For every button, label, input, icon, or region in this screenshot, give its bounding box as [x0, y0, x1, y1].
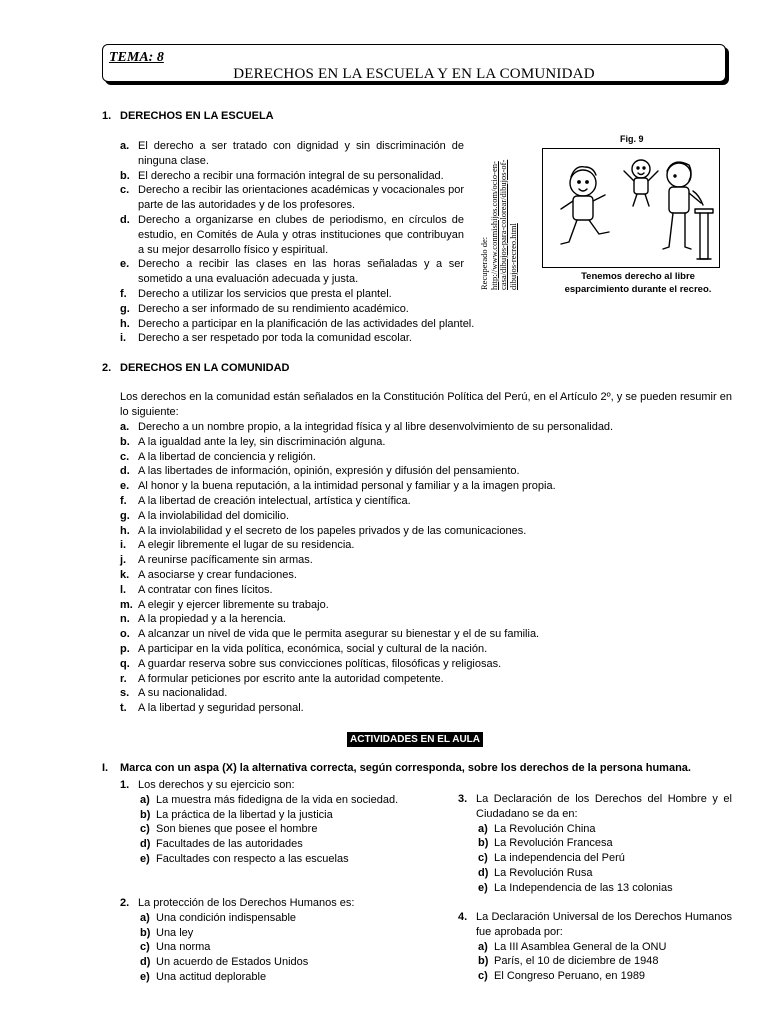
list-item: q. A guardar reserva sobre sus convicciones políticas, filosóficas y religiosas. — [120, 657, 502, 670]
answer-option[interactable]: d) La Revolución Rusa — [478, 866, 593, 879]
list-item: e. Al honor y la buena reputación, a la intimidad personal y familiar y a la imagen propia. — [120, 480, 556, 493]
list-item: s. A su nacionalidad. — [120, 687, 228, 700]
question-4: 4. La Declaración Universal de los Derechos Humanos fue aprobada por: a) La III Asamblea General de la ONU b) París, el 10 de diciembre de 1948 c) El Congreso Peruano, en 1989 — [458, 911, 732, 983]
list-item: d. A las libertades de información, opinión, expresión y difusión del pensamiento. — [120, 465, 520, 478]
answer-option[interactable]: a) La muestra más fidedigna de la vida en sociedad. — [140, 793, 399, 806]
section2-list — [120, 420, 732, 716]
answer-option[interactable]: b) Una ley — [140, 926, 194, 939]
answer-option[interactable]: e) Una actitud deplorable — [140, 970, 267, 983]
figure-label: Fig. 9 — [620, 134, 644, 144]
list-item: j. A reunirse pacíficamente sin armas. — [120, 554, 313, 567]
list-item: h. Derecho a participar en la planificación de las actividades del plantel. — [120, 317, 475, 330]
section2-intro: Los derechos en la comunidad están señalados en la Constitución Política del Perú, en el Artículo 2º, y se pueden resumir en lo siguiente: — [120, 391, 732, 418]
list-item: b. El derecho a recibir una formación integral de su personalidad. — [120, 169, 444, 182]
list-item: f. A la libertad de creación intelectual, artística y científica. — [120, 494, 411, 507]
list-item: l. A contratar con fines lícitos. — [120, 583, 273, 596]
answer-option[interactable]: d) Un acuerdo de Estados Unidos — [140, 956, 309, 969]
section2-title: DERECHOS EN LA COMUNIDAD — [120, 362, 290, 374]
answer-option[interactable]: c) La independencia del Perú — [478, 852, 625, 865]
question-3: 3. La Declaración de los Derechos del Hombre y el Ciudadano se da en: a) La Revolución China b) La Revolución Francesa c) La independencia del Perú d) La Revolución Rusa e) La Independencia de las 13 colonias — [458, 793, 732, 894]
section1-title: DERECHOS EN LA ESCUELA — [120, 110, 274, 122]
answer-option[interactable]: a) Una condición indispensable — [140, 911, 297, 924]
list-item: m. A elegir y ejercer libremente su trabajo. — [120, 598, 329, 611]
section2-heading — [102, 362, 290, 374]
list-item: g. A la inviolabilidad del domicilio. — [120, 509, 290, 522]
header-box — [102, 44, 726, 82]
list-item: a. El derecho a ser tratado con dignidad y sin discriminación de ninguna clase. — [120, 140, 464, 167]
answer-option[interactable]: d) Facultades de las autoridades — [140, 838, 303, 851]
answer-option[interactable]: e) La Independencia de las 13 colonias — [478, 881, 673, 894]
list-item: b. A la igualdad ante la ley, sin discriminación alguna. — [120, 435, 386, 448]
list-item: a. Derecho a un nombre propio, a la integridad física y al libre desenvolvimiento de su personalidad. — [120, 421, 614, 433]
question-1: 1. Los derechos y su ejercicio son: a) La muestra más fidedigna de la vida en sociedad. b) La práctica de la libertad y la justicia c) Son bienes que posee el hombre d) Facultades de las autoridades e) Facultades con respecto a las escuelas — [120, 778, 420, 867]
children-playing-illustration — [543, 149, 719, 267]
tema-label: TEMA: 8 — [109, 50, 164, 65]
question-2: 2. La protección de los Derechos Humanos es: a) Una condición indispensable b) Una ley c) Una norma d) Un acuerdo de Estados Unidos e) Una actitud deplorable — [120, 896, 420, 985]
answer-option[interactable]: b) La Revolución Francesa — [478, 837, 613, 850]
list-item: r. A formular peticiones por escrito ante la autoridad competente. — [120, 672, 444, 685]
list-item: n. A la propiedad y a la herencia. — [120, 613, 286, 626]
section1-list — [120, 139, 464, 287]
answer-option[interactable]: b) París, el 10 de diciembre de 1948 — [478, 955, 659, 968]
list-item: i. Derecho a ser respetado por toda la comunidad escolar. — [120, 332, 412, 345]
list-item: g. Derecho a ser informado de su rendimiento académico. — [120, 302, 409, 315]
list-item: e. Derecho a recibir las clases en las horas señaladas y a ser sometido a una evaluación adecuada y justa. — [120, 258, 464, 286]
figure-caption: Tenemos derecho al libre esparcimiento durante el recreo. — [564, 271, 712, 295]
answer-option[interactable]: a) La Revolución China — [478, 822, 596, 835]
section2-number: 2. — [102, 362, 112, 374]
image-source-note: Recuperado de: http://www.conmishijos.com/ocio-en-casa/dibujos-para-colorear/dibujos-of-dibujos-recreo.html — [480, 140, 540, 290]
list-item: p. A participar en la vida política, económica, social y cultural de la nación. — [120, 642, 488, 655]
page-title: DERECHOS EN LA ESCUELA Y EN LA COMUNIDAD — [233, 66, 595, 82]
answer-option[interactable]: c) Son bienes que posee el hombre — [140, 823, 318, 836]
answer-option[interactable]: b) La práctica de la libertad y la justicia — [140, 808, 333, 821]
answer-option[interactable]: e) Facultades con respecto a las escuelas — [140, 852, 349, 865]
figure-illustration — [542, 148, 720, 268]
list-item: t. A la libertad y seguridad personal. — [120, 702, 304, 715]
list-item: f. Derecho a utilizar los servicios que presta el plantel. — [120, 288, 392, 300]
list-item: c. A la libertad de conciencia y religión. — [120, 450, 316, 463]
section1-heading — [102, 110, 274, 122]
answer-option[interactable]: c) El Congreso Peruano, en 1989 — [478, 970, 646, 983]
list-item: h. A la inviolabilidad y el secreto de los papeles privados y de las comunicaciones. — [120, 524, 527, 537]
section1-list-continued — [120, 287, 540, 346]
source-link[interactable]: http://www.conmishijos.com/ocio-en-casa/dibujos-para-colorear/dibujos-of-dibujos-recreo.html — [488, 159, 518, 290]
answer-option[interactable]: a) La III Asamblea General de la ONU — [478, 940, 667, 953]
activities-instruction: I. Marca con un aspa (X) la alternativa correcta, según corresponda, sobre los derechos de la persona humana. — [102, 762, 691, 774]
activities-title: ACTIVIDADES EN EL AULA — [347, 732, 483, 747]
answer-option[interactable]: c) Una norma — [140, 941, 211, 954]
list-item: k. A asociarse y crear fundaciones. — [120, 568, 297, 581]
section1-number: 1. — [102, 110, 112, 122]
list-item: d. Derecho a organizarse en clubes de periodismo, en círculos de estudio, en Comités de Aula y otras instituciones que contribuyan a su mejor desarrollo físico y espiritual. — [120, 213, 464, 256]
list-item: o. A alcanzar un nivel de vida que le permita asegurar su bienestar y el de su familia. — [120, 628, 540, 641]
list-item: i. A elegir libremente el lugar de su residencia. — [120, 539, 355, 552]
list-item: c. Derecho a recibir las orientaciones académicas y vocacionales por parte de las autoridades y de los profesores. — [120, 184, 464, 212]
